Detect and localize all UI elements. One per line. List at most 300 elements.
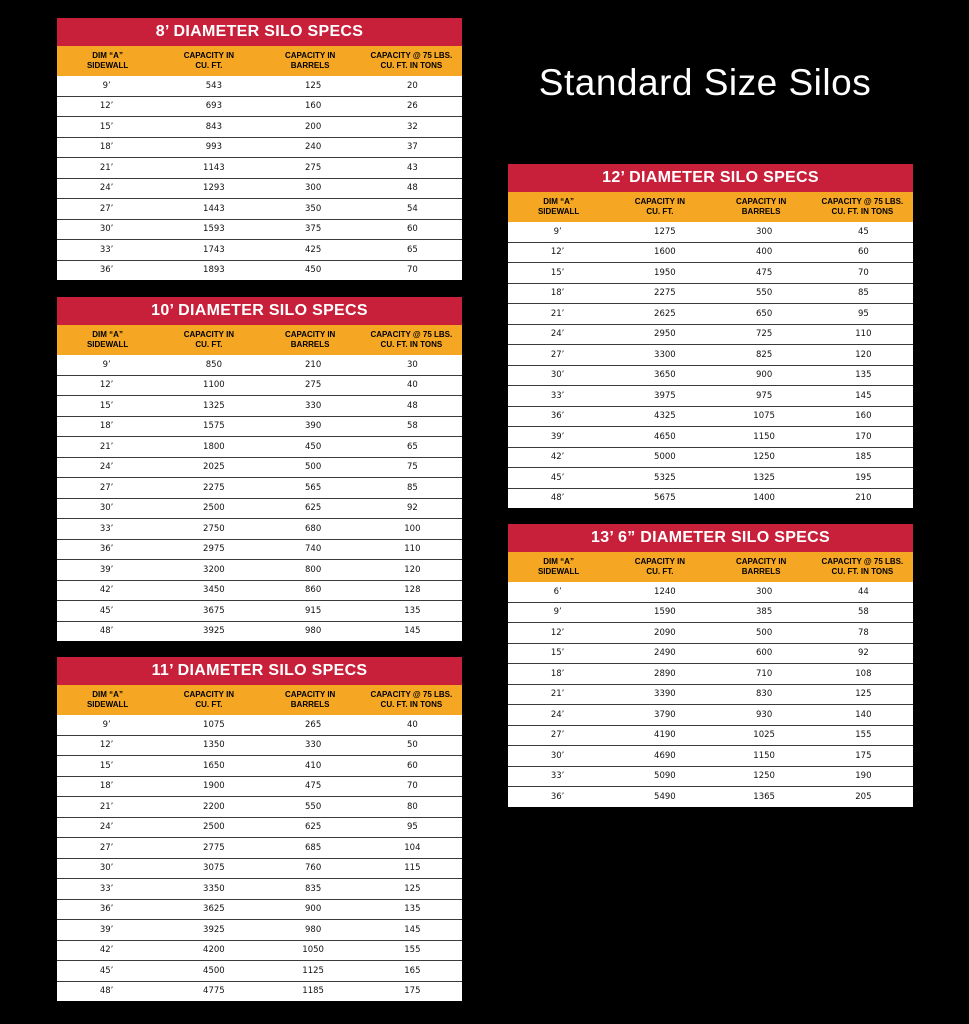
table-cell: 860 xyxy=(305,585,322,596)
table-cell: 500 xyxy=(756,627,773,638)
table-row xyxy=(57,736,462,757)
table-cell: 70 xyxy=(406,265,418,276)
table-cell: 33’ xyxy=(550,390,565,401)
table-cell: 915 xyxy=(305,605,322,616)
table-cell: 54 xyxy=(406,203,418,214)
table-cell: 843 xyxy=(205,121,222,132)
table-cell: 210 xyxy=(855,493,872,504)
table-cell: 1143 xyxy=(203,162,225,173)
table-header-row xyxy=(57,325,462,355)
table-cell: 39’ xyxy=(99,564,114,575)
table-cell: 42’ xyxy=(99,945,114,956)
table-cell: 410 xyxy=(305,760,322,771)
column-header: CAPACITY IN CU. FT. xyxy=(634,197,686,216)
table-title: 11’ DIAMETER SILO SPECS xyxy=(57,657,462,685)
table-cell: 165 xyxy=(404,965,421,976)
table-cell: 2625 xyxy=(654,308,676,319)
table-cell: 30’ xyxy=(550,370,565,381)
table-cell: 375 xyxy=(305,224,322,235)
table-cell: 33’ xyxy=(99,244,114,255)
table-cell: 475 xyxy=(756,267,773,278)
table-row xyxy=(57,437,462,458)
table-row xyxy=(508,386,913,407)
table-cell: 21’ xyxy=(550,689,565,700)
table-row xyxy=(508,767,913,788)
table-row xyxy=(57,220,462,241)
column-header: DIM “A” SIDEWALL xyxy=(86,690,129,709)
table-cell: 2750 xyxy=(203,523,225,534)
table-cell: 30’ xyxy=(99,863,114,874)
table-row xyxy=(508,705,913,726)
table-cell: 21’ xyxy=(99,162,114,173)
table-cell: 24’ xyxy=(99,462,114,473)
table-cell: 3650 xyxy=(654,370,676,381)
table-cell: 18’ xyxy=(99,421,114,432)
table-row xyxy=(57,581,462,602)
table-cell: 120 xyxy=(404,564,421,575)
table-cell: 48’ xyxy=(550,493,565,504)
column-header: CAPACITY @ 75 LBS. CU. FT. IN TONS xyxy=(370,330,453,349)
table-row xyxy=(57,715,462,736)
table-header-row xyxy=(508,552,913,582)
table-cell: 145 xyxy=(855,390,872,401)
table-cell: 450 xyxy=(305,441,322,452)
table-cell: 128 xyxy=(404,585,421,596)
table-cell: 36’ xyxy=(99,544,114,555)
table-cell: 1900 xyxy=(203,781,225,792)
table-row xyxy=(57,622,462,642)
table-cell: 3075 xyxy=(203,863,225,874)
table-row xyxy=(57,478,462,499)
table-row xyxy=(57,158,462,179)
table-cell: 85 xyxy=(406,482,418,493)
table-cell: 45’ xyxy=(99,965,114,976)
table-cell: 120 xyxy=(855,349,872,360)
table-cell: 26 xyxy=(406,101,418,112)
table-cell: 12’ xyxy=(99,740,114,751)
table-cell: 2890 xyxy=(654,668,676,679)
table-row xyxy=(57,818,462,839)
table-row xyxy=(508,427,913,448)
table-row xyxy=(508,468,913,489)
table-cell: 24’ xyxy=(550,329,565,340)
table-cell: 3200 xyxy=(203,564,225,575)
table-cell: 18’ xyxy=(550,668,565,679)
table-cell: 24’ xyxy=(99,183,114,194)
table-cell: 160 xyxy=(305,101,322,112)
table-cell: 1025 xyxy=(753,730,775,741)
table-cell: 1325 xyxy=(203,400,225,411)
table-title: 13’ 6” DIAMETER SILO SPECS xyxy=(508,524,913,552)
table-cell: 170 xyxy=(855,431,872,442)
table-cell: 21’ xyxy=(99,441,114,452)
column-header: CAPACITY IN BARRELS xyxy=(735,557,787,576)
table-cell: 95 xyxy=(857,308,869,319)
table-cell: 1365 xyxy=(753,791,775,802)
table-title: 12’ DIAMETER SILO SPECS xyxy=(508,164,913,192)
table-cell: 1293 xyxy=(203,183,225,194)
table-row xyxy=(57,519,462,540)
table-cell: 60 xyxy=(857,247,869,258)
table-cell: 385 xyxy=(756,607,773,618)
table-cell: 1350 xyxy=(203,740,225,751)
table-cell: 27’ xyxy=(99,482,114,493)
table-row xyxy=(57,376,462,397)
table-cell: 24’ xyxy=(550,709,565,720)
table-cell: 42’ xyxy=(550,452,565,463)
table-cell: 75 xyxy=(406,462,418,473)
table-cell: 2275 xyxy=(654,288,676,299)
table-cell: 5090 xyxy=(654,771,676,782)
table-cell: 24’ xyxy=(99,822,114,833)
table-row xyxy=(57,879,462,900)
table-cell: 2275 xyxy=(203,482,225,493)
table-row xyxy=(508,304,913,325)
table-cell: 1075 xyxy=(203,719,225,730)
table-cell: 1743 xyxy=(203,244,225,255)
column-header: DIM “A” SIDEWALL xyxy=(537,197,580,216)
table-cell: 3675 xyxy=(203,605,225,616)
table-cell: 125 xyxy=(855,689,872,700)
table-cell: 36’ xyxy=(550,791,565,802)
table-cell: 300 xyxy=(756,226,773,237)
table-cell: 30’ xyxy=(99,503,114,514)
table-cell: 1150 xyxy=(753,431,775,442)
table-row xyxy=(57,97,462,118)
table-cell: 40 xyxy=(406,380,418,391)
table-cell: 18’ xyxy=(550,288,565,299)
table-cell: 104 xyxy=(404,842,421,853)
table-row xyxy=(508,284,913,305)
table-cell: 1240 xyxy=(654,586,676,597)
table-cell: 980 xyxy=(305,626,322,637)
table-row xyxy=(57,920,462,941)
column-header: CAPACITY IN BARRELS xyxy=(735,197,787,216)
table-cell: 42’ xyxy=(99,585,114,596)
table-header-row xyxy=(57,685,462,715)
table-cell: 30 xyxy=(406,359,418,370)
table-cell: 300 xyxy=(756,586,773,597)
table-cell: 4650 xyxy=(654,431,676,442)
table-cell: 20 xyxy=(406,80,418,91)
table-cell: 155 xyxy=(404,945,421,956)
table-cell: 3625 xyxy=(203,904,225,915)
spec-table-12ft xyxy=(508,164,913,508)
table-cell: 39’ xyxy=(99,924,114,935)
table-cell: 85 xyxy=(857,288,869,299)
table-row xyxy=(57,199,462,220)
table-cell: 58 xyxy=(406,421,418,432)
table-cell: 60 xyxy=(406,760,418,771)
table-cell: 1185 xyxy=(302,986,324,997)
table-cell: 36’ xyxy=(99,904,114,915)
table-cell: 15’ xyxy=(99,400,114,411)
table-header-row xyxy=(508,192,913,222)
table-cell: 3450 xyxy=(203,585,225,596)
table-row xyxy=(57,179,462,200)
table-cell: 625 xyxy=(305,503,322,514)
table-cell: 210 xyxy=(305,359,322,370)
table-cell: 9’ xyxy=(553,226,562,237)
table-cell: 135 xyxy=(404,605,421,616)
table-cell: 1443 xyxy=(203,203,225,214)
table-cell: 1150 xyxy=(753,750,775,761)
table-cell: 12’ xyxy=(550,247,565,258)
table-cell: 33’ xyxy=(99,883,114,894)
table-cell: 550 xyxy=(756,288,773,299)
table-row xyxy=(508,345,913,366)
table-cell: 350 xyxy=(305,203,322,214)
table-cell: 2975 xyxy=(203,544,225,555)
table-cell: 760 xyxy=(305,863,322,874)
table-cell: 110 xyxy=(404,544,421,555)
table-cell: 175 xyxy=(855,750,872,761)
table-cell: 1590 xyxy=(654,607,676,618)
table-cell: 1075 xyxy=(753,411,775,422)
table-cell: 92 xyxy=(857,648,869,659)
table-cell: 60 xyxy=(406,224,418,235)
table-cell: 12’ xyxy=(99,101,114,112)
spec-table-13ft-6in xyxy=(508,524,913,807)
table-cell: 110 xyxy=(855,329,872,340)
table-cell: 9’ xyxy=(102,359,111,370)
table-row xyxy=(508,243,913,264)
table-cell: 48 xyxy=(406,183,418,194)
table-cell: 1650 xyxy=(203,760,225,771)
table-cell: 1800 xyxy=(203,441,225,452)
table-cell: 12’ xyxy=(99,380,114,391)
table-cell: 45 xyxy=(857,226,869,237)
column-header: CAPACITY IN CU. FT. xyxy=(183,330,235,349)
table-cell: 27’ xyxy=(99,842,114,853)
table-cell: 1950 xyxy=(654,267,676,278)
table-cell: 725 xyxy=(756,329,773,340)
table-cell: 100 xyxy=(404,523,421,534)
table-cell: 825 xyxy=(756,349,773,360)
table-cell: 21’ xyxy=(99,801,114,812)
table-header-row xyxy=(57,46,462,76)
column-header: CAPACITY @ 75 LBS. CU. FT. IN TONS xyxy=(821,197,904,216)
table-cell: 3350 xyxy=(203,883,225,894)
table-cell: 15’ xyxy=(550,267,565,278)
table-cell: 32 xyxy=(406,121,418,132)
table-cell: 4325 xyxy=(654,411,676,422)
table-row xyxy=(57,838,462,859)
spec-table-11ft xyxy=(57,657,462,1001)
table-cell: 40 xyxy=(406,719,418,730)
table-cell: 30’ xyxy=(99,224,114,235)
table-cell: 993 xyxy=(205,142,222,153)
column-header: CAPACITY IN BARRELS xyxy=(284,51,336,70)
table-cell: 37 xyxy=(406,142,418,153)
table-cell: 125 xyxy=(404,883,421,894)
table-row xyxy=(57,941,462,962)
column-header: CAPACITY IN BARRELS xyxy=(284,690,336,709)
table-row xyxy=(508,746,913,767)
table-cell: 900 xyxy=(305,904,322,915)
table-cell: 2490 xyxy=(654,648,676,659)
table-cell: 475 xyxy=(305,781,322,792)
table-cell: 275 xyxy=(305,380,322,391)
table-cell: 3925 xyxy=(203,924,225,935)
table-cell: 4500 xyxy=(203,965,225,976)
table-cell: 155 xyxy=(855,730,872,741)
table-cell: 33’ xyxy=(550,771,565,782)
table-title: 10’ DIAMETER SILO SPECS xyxy=(57,297,462,325)
table-cell: 70 xyxy=(406,781,418,792)
table-cell: 3975 xyxy=(654,390,676,401)
table-row xyxy=(57,458,462,479)
table-cell: 680 xyxy=(305,523,322,534)
table-cell: 43 xyxy=(406,162,418,173)
table-cell: 78 xyxy=(857,627,869,638)
table-cell: 3300 xyxy=(654,349,676,360)
table-row xyxy=(508,325,913,346)
table-row xyxy=(57,900,462,921)
table-cell: 450 xyxy=(305,265,322,276)
table-cell: 835 xyxy=(305,883,322,894)
table-row xyxy=(508,603,913,624)
table-row xyxy=(57,560,462,581)
table-cell: 48’ xyxy=(99,986,114,997)
table-title: 8’ DIAMETER SILO SPECS xyxy=(57,18,462,46)
table-cell: 240 xyxy=(305,142,322,153)
table-row xyxy=(508,448,913,469)
table-cell: 1125 xyxy=(302,965,324,976)
table-cell: 160 xyxy=(855,411,872,422)
table-cell: 390 xyxy=(305,421,322,432)
table-cell: 9’ xyxy=(553,607,562,618)
table-cell: 1893 xyxy=(203,265,225,276)
table-cell: 300 xyxy=(305,183,322,194)
table-row xyxy=(57,355,462,376)
table-cell: 9’ xyxy=(102,719,111,730)
table-cell: 15’ xyxy=(99,760,114,771)
table-cell: 980 xyxy=(305,924,322,935)
table-cell: 543 xyxy=(205,80,222,91)
table-row xyxy=(57,777,462,798)
table-cell: 650 xyxy=(756,308,773,319)
table-row xyxy=(508,685,913,706)
table-row xyxy=(57,76,462,97)
table-cell: 18’ xyxy=(99,142,114,153)
table-cell: 1250 xyxy=(753,771,775,782)
table-row xyxy=(57,396,462,417)
column-header: DIM “A” SIDEWALL xyxy=(86,330,129,349)
column-header: DIM “A” SIDEWALL xyxy=(537,557,580,576)
table-cell: 190 xyxy=(855,771,872,782)
table-row xyxy=(57,756,462,777)
table-row xyxy=(508,644,913,665)
table-row xyxy=(508,407,913,428)
table-cell: 175 xyxy=(404,986,421,997)
table-row xyxy=(57,417,462,438)
table-cell: 135 xyxy=(855,370,872,381)
table-cell: 33’ xyxy=(99,523,114,534)
table-cell: 200 xyxy=(305,121,322,132)
table-row xyxy=(57,261,462,281)
table-cell: 2200 xyxy=(203,801,225,812)
table-cell: 975 xyxy=(756,390,773,401)
table-row xyxy=(508,726,913,747)
table-cell: 15’ xyxy=(550,648,565,659)
table-cell: 145 xyxy=(404,626,421,637)
table-cell: 92 xyxy=(406,503,418,514)
table-cell: 425 xyxy=(305,244,322,255)
table-cell: 4200 xyxy=(203,945,225,956)
table-cell: 1575 xyxy=(203,421,225,432)
table-cell: 1400 xyxy=(753,493,775,504)
table-cell: 50 xyxy=(406,740,418,751)
table-cell: 600 xyxy=(756,648,773,659)
table-cell: 65 xyxy=(406,244,418,255)
table-cell: 12’ xyxy=(550,627,565,638)
table-cell: 800 xyxy=(305,564,322,575)
table-cell: 44 xyxy=(857,586,869,597)
table-cell: 565 xyxy=(305,482,322,493)
table-cell: 1275 xyxy=(654,226,676,237)
table-cell: 48’ xyxy=(99,626,114,637)
table-cell: 830 xyxy=(756,689,773,700)
table-cell: 900 xyxy=(756,370,773,381)
table-cell: 30’ xyxy=(550,750,565,761)
column-header: CAPACITY @ 75 LBS. CU. FT. IN TONS xyxy=(370,690,453,709)
table-cell: 1050 xyxy=(302,945,324,956)
table-cell: 4775 xyxy=(203,986,225,997)
table-cell: 27’ xyxy=(550,349,565,360)
table-row xyxy=(508,787,913,807)
table-cell: 27’ xyxy=(99,203,114,214)
table-row xyxy=(57,961,462,982)
table-cell: 36’ xyxy=(550,411,565,422)
table-cell: 400 xyxy=(756,247,773,258)
table-row xyxy=(57,540,462,561)
table-row xyxy=(508,582,913,603)
table-cell: 27’ xyxy=(550,730,565,741)
table-cell: 95 xyxy=(406,822,418,833)
table-cell: 205 xyxy=(855,791,872,802)
table-cell: 265 xyxy=(305,719,322,730)
table-cell: 21’ xyxy=(550,308,565,319)
table-row xyxy=(508,489,913,509)
table-cell: 18’ xyxy=(99,781,114,792)
table-row xyxy=(57,117,462,138)
table-cell: 45’ xyxy=(550,472,565,483)
table-cell: 330 xyxy=(305,740,322,751)
table-cell: 693 xyxy=(205,101,222,112)
table-cell: 48 xyxy=(406,400,418,411)
table-row xyxy=(57,797,462,818)
table-cell: 6’ xyxy=(553,586,562,597)
table-cell: 330 xyxy=(305,400,322,411)
table-cell: 3790 xyxy=(654,709,676,720)
table-cell: 2775 xyxy=(203,842,225,853)
table-cell: 930 xyxy=(756,709,773,720)
table-cell: 2500 xyxy=(203,503,225,514)
table-cell: 15’ xyxy=(99,121,114,132)
table-row xyxy=(508,664,913,685)
table-row xyxy=(508,623,913,644)
column-header: CAPACITY @ 75 LBS. CU. FT. IN TONS xyxy=(370,51,453,70)
table-cell: 850 xyxy=(205,359,222,370)
table-cell: 3390 xyxy=(654,689,676,700)
page-title: Standard Size Silos xyxy=(538,62,872,103)
table-cell: 685 xyxy=(305,842,322,853)
table-cell: 80 xyxy=(406,801,418,812)
table-cell: 1325 xyxy=(753,472,775,483)
table-row xyxy=(57,859,462,880)
table-cell: 5325 xyxy=(654,472,676,483)
